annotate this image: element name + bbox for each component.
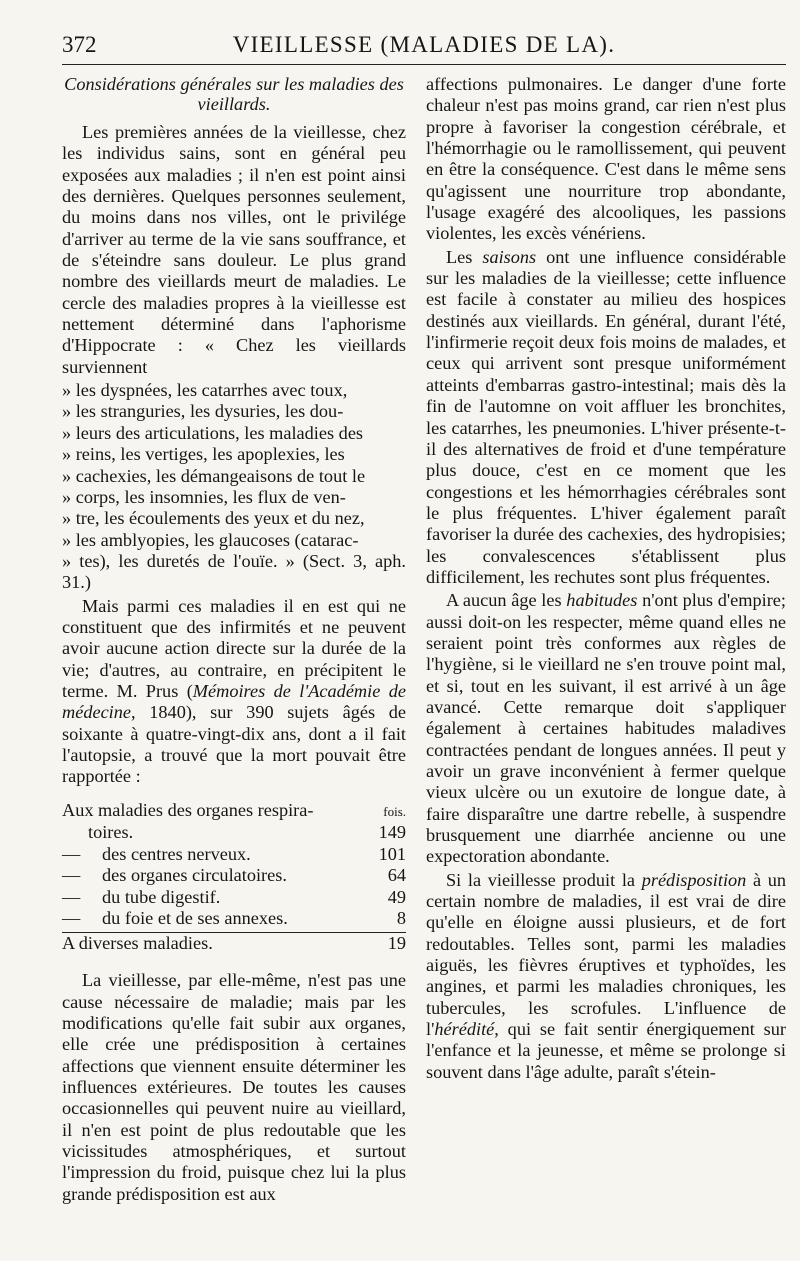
citation-title: Mémoires de l'Académie de médecine (62, 680, 406, 723)
table-row (62, 933, 406, 955)
text-run: n'ont plus d'empire; aussi doit-on les respecter, même quand elles ne seraient point très conformes aux règles de l'hygiène, si le vieillard ne s'en trouve point mal, et si, tout en les suivant, il est arrivé à un âge avancé. Cette remarque doit s'appliquer également à certaines habitudes maladives contractées pendant de longues années. Il peut y avoir un grave inconvénient à fermer quelque vieux ulcère ou un exutoire de longue date, à faire disparaître une dartre rebelle, à suspendre brusquement une diarrhée ancienne ou une expectoration abondante. (426, 590, 787, 867)
italic-term: prédisposition (641, 869, 747, 890)
row-value: 19 (387, 932, 406, 953)
paragraph (426, 247, 786, 589)
row-label: Aux maladies des organes respira- (62, 799, 314, 820)
quote-line: » les dyspnées, les catarrhes avec toux, (62, 380, 348, 401)
paragraph: Les premières années de la vieillesse, chez les individus sains, sont en général peu exposées aux maladies ; il n'en est point ainsi des dernières. Quelques personnes seulement, du moins dans nos villes, ont le privilége d'arriver au terme de la vie sans souffrance, et de s'éteindre sans douleur. Le plus grand nombre des vieillards meurt de maladies. Le cercle des maladies propres à la vieillesse est nettement déterminé dans l'aphorisme d'Hippocrate : « Chez les vieillards surviennent (62, 122, 406, 377)
quote-line: » les stranguries, les dysuries, les dou- (62, 401, 344, 422)
paragraph: La vieillesse, par elle-même, n'est pas une cause nécessaire de maladie; mais par les modifications qu'elle fait subir aux organes, elle crée une prédisposition à certaines affections que viennent ensuite déterminer les influences extérieures. De toutes les causes occasionnelles qui peuvent nuire au vieillard, il n'en est point de plus redoutable que les vicissitudes atmosphériques, et surtout l'impression du froid, puisque chez lui la plus grande prédisposition est aux (62, 970, 406, 1204)
row-label: — du foie et de ses annexes. (62, 908, 370, 933)
row-value: 64 (387, 865, 406, 886)
paragraph: affections pulmonaires. Le danger d'une forte chaleur n'est pas moins grand, car rien n'est plus propre à favoriser la congestion cérébrale, et l'hémorrhagie ou le ramollissement, qui peuvent en être la conséquence. C'est dans le même sens qu'agissent une nourriture trop abondante, l'usage exagéré des alcooliques, les passions violentes, les excès vénériens. (426, 74, 786, 244)
quote-line: » tre, les écoulements des yeux et du nez, (62, 508, 365, 529)
row-label: — des centres nerveux. (62, 844, 370, 866)
text-run: A aucun âge les (446, 590, 567, 611)
row-value: 101 (378, 843, 406, 864)
italic-term: hérédité (434, 1019, 495, 1040)
quote-line: » cachexies, les démangeaisons de tout le (62, 465, 366, 486)
page-number: 372 (62, 32, 97, 57)
quote-line: » leurs des articulations, les maladies des (62, 422, 364, 443)
table-row (62, 844, 406, 866)
paragraph (62, 596, 406, 788)
mortality-table (62, 800, 406, 955)
text-run: , qui se fait sentir énergiquement sur l'enfance et la jeunesse, et même se prolonge si souvent dans l'âge adulte, paraît s'étein- (426, 1019, 786, 1082)
quote-line: » tes), les duretés de l'ouïe. » (Sect. 3, aph. 31.) (62, 550, 406, 593)
text-run: Mais parmi ces maladies il en est qui ne constituent que des infirmités et ne peuvent avoir aucune action directe sur la durée de la vie; d'autres, au contraire, en précipitent le terme. M. Prus ( (62, 595, 406, 701)
row-label: toires. (88, 822, 134, 843)
right-column (426, 74, 786, 1083)
row-value: 49 (387, 886, 406, 907)
section-heading: Considérations générales sur les maladies des vieillards. (64, 74, 404, 114)
paragraph (426, 590, 786, 867)
row-label: A diverses maladies. (62, 932, 213, 953)
quote-line: » les amblyopies, les glaucoses (catarac- (62, 529, 359, 550)
quote-line: » reins, les vertiges, les apoplexies, les (62, 444, 345, 465)
text-run: Si la vieillesse produit la (446, 869, 642, 890)
row-label: — des organes circulatoires. (62, 865, 370, 887)
hippocrates-quote (62, 380, 406, 593)
text-run: , 1840), sur 390 sujets âgés de soixante à quatre-vingt-dix ans, dont a il fait l'autopsie, a trouvé que la mort pouvait être rapportée : (62, 702, 406, 787)
paragraph (426, 870, 786, 1083)
text-run: ont une influence considérable sur les maladies de la vieillesse; cette influence est facile à constater au milieu des hospices destinés aux vieillards. En général, durant l'été, l'infirmerie reçoit deux fois moins de malades, et ceux qui arrivent sont presque uniformément atteints d'embarras gastro-intestinal; mais dès la fin de l'automne on voit affluer les bronchites, les catarrhes, les pneumonies. L'hiver présente-t-il des alternatives de froid et d'une température plus douce, c'est en ce moment que les congestions et les hémorrhagies cérébrales sont le plus fréquentes. L'hiver également paraît favoriser la durée des cachexies, des hydropisies; les convalescences s'établissent plus difficilement, les rechutes sont plus fréquentes. (426, 246, 787, 587)
row-value: 149 (378, 822, 406, 843)
left-column (62, 74, 406, 1205)
table-row (62, 865, 406, 887)
page-header (62, 30, 786, 65)
running-head: VIEILLESSE (MALADIES DE LA). (232, 32, 616, 57)
italic-term: habitudes (566, 590, 638, 611)
row-value: 8 (370, 908, 406, 933)
quote-line: » corps, les insomnies, les flux de ven- (62, 486, 346, 507)
table-row (62, 908, 406, 933)
row-label: — du tube digestif. (62, 887, 370, 909)
table-row (62, 800, 406, 823)
table-row (62, 822, 406, 844)
table-row (62, 887, 406, 909)
italic-term: saisons (482, 246, 537, 267)
text-run: Les (446, 246, 483, 267)
text-run: à un certain nombre de maladies, il est vrai de dire qu'elle en éloigne aussi plusieurs, et de fort redoutables. Telles sont, parmi les maladies aiguës, les fièvres éruptives et typhoïdes, les angines, et parmi les maladies chroniques, les tubercules, les scrofules. L'influence de l' (426, 869, 786, 1040)
unit-label: fois. (383, 803, 406, 819)
